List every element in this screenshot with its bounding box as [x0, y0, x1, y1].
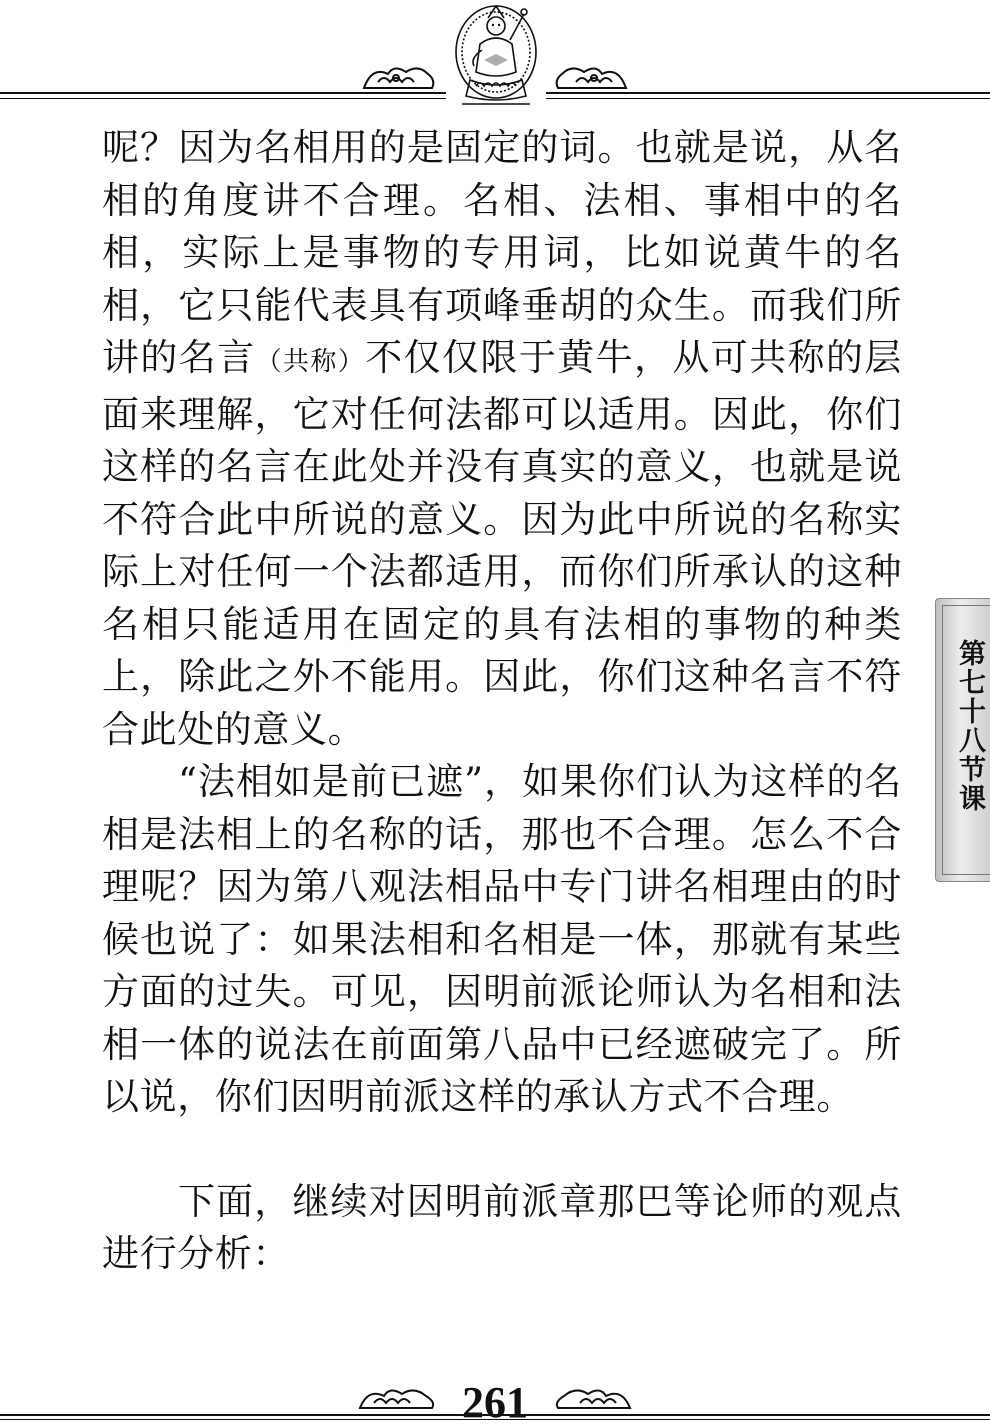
header-rule-right-2	[546, 98, 990, 99]
paragraph-2: “法相如是前已遮”，如果你们认为这样的名相是法相上的名称的话，那也不合理。怎么不合理呢？因为第八观法相品中专门讲名相理由的时候也说了：如果法相和名相是一体，那就有某些方面的过失。可见，因明前派论师认为名相和法相一体的说法在前面第八品中已经遮破完了。所以说，你们因明前派这样的承认方式不合理。	[102, 760, 902, 1118]
header-rule-left-2	[0, 98, 446, 99]
paragraph-3: 下面，继续对因明前派章那巴等论师的观点进行分析：	[102, 1179, 902, 1275]
deity-figure-icon	[440, 0, 552, 112]
header-rule-right	[546, 92, 990, 94]
cloud-ornament-icon	[362, 62, 438, 92]
page-number: 261	[462, 1378, 528, 1427]
paragraph-1-part-1: 呢？因为名相用的是固定的词。也就是说，从名相的角度讲不合理。名相、法相、事相中的名相，实际上是事物的专用词，比如说黄牛的名相，它只能代表具有项峰垂胡的众生。而我们所讲的名言	[102, 126, 902, 379]
chapter-label: 第七十八节课	[954, 639, 985, 813]
cloud-ornament-icon	[552, 62, 628, 92]
paragraph-1-part-2: 不仅仅限于黄牛，从可共称的层面来理解，它对任何法都可以适用。因此，你们这样的名言在此处并没有真实的意义，也就是说不符合此中所说的意义。因为此中所说的名称实际上对任何一个法都适用，而你们所承认的这种名相只能适用在固定的具有法相的事物的种类上，除此之外不能用。因此，你们这种名言不符合此处的意义。	[102, 336, 903, 751]
chapter-side-tab	[935, 598, 990, 882]
body-text	[102, 122, 902, 1281]
header-rule-left	[0, 92, 446, 94]
paragraph-1-annotation: （共称）	[255, 347, 366, 377]
paragraph-1	[102, 122, 902, 756]
